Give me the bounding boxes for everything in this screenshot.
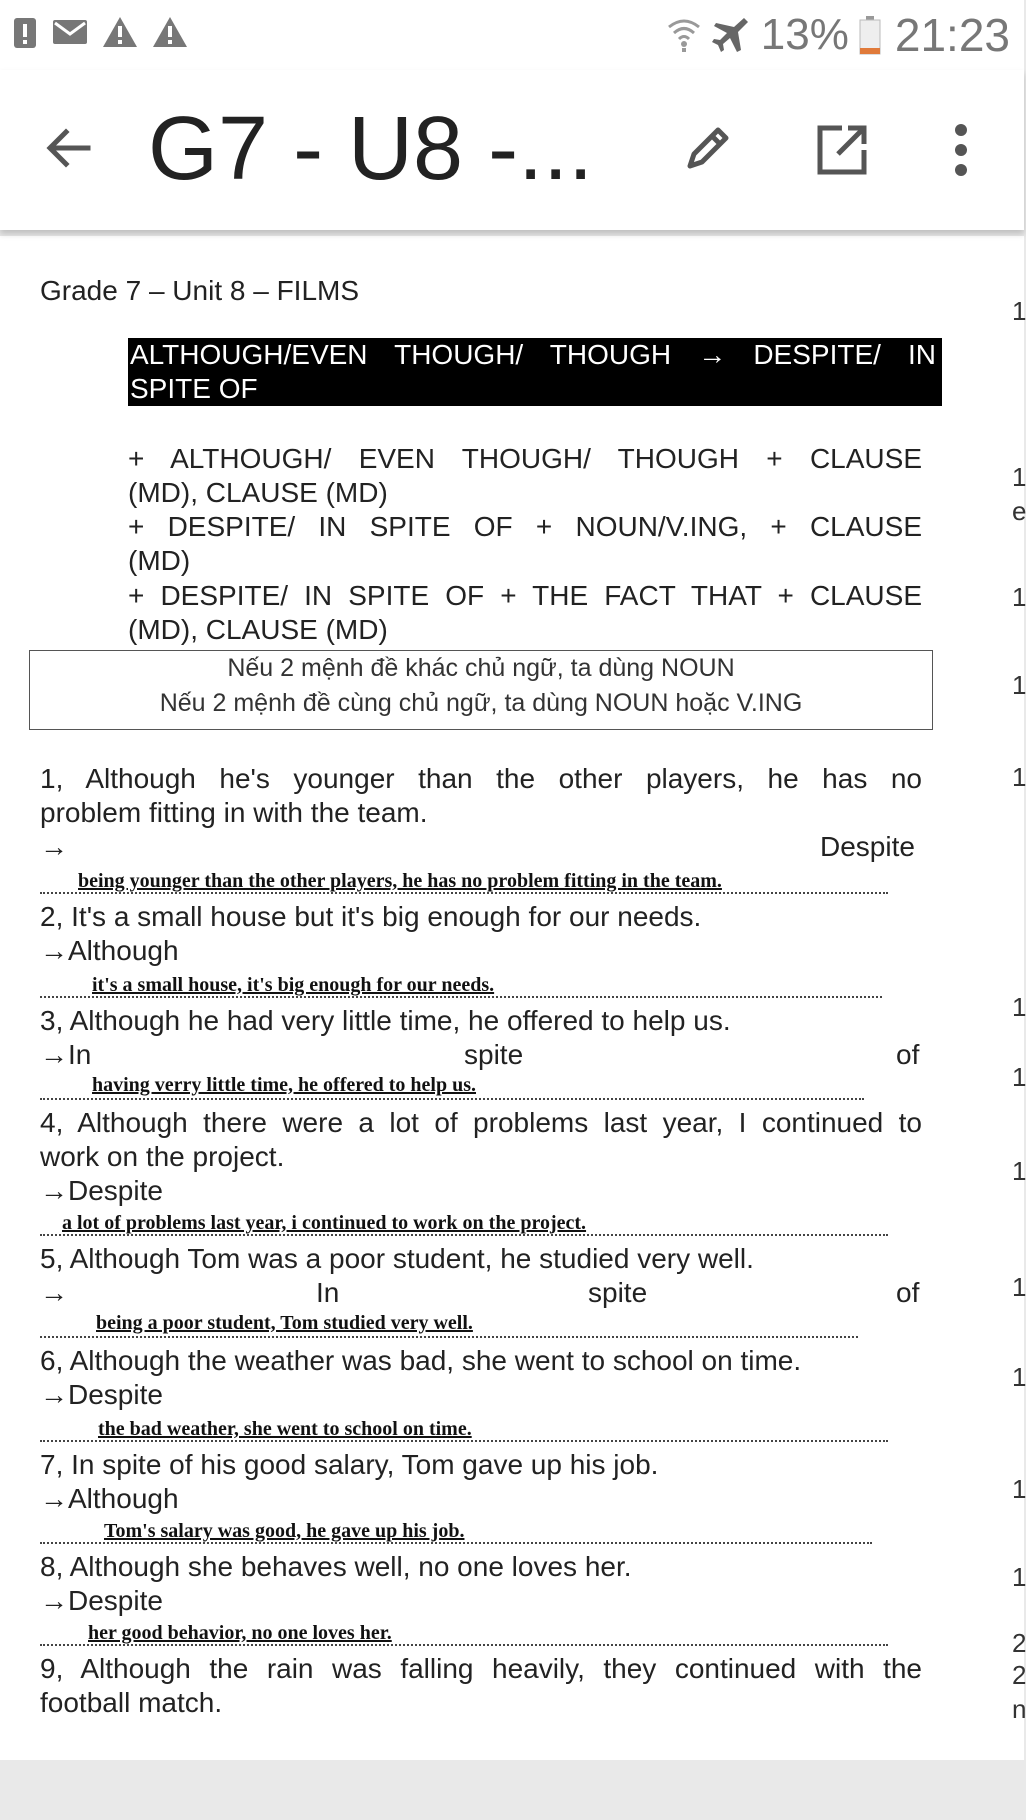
rule-1-line-1: + ALTHOUGH/ EVEN THOUGH/ THOUGH + CLAUSE <box>128 443 922 474</box>
edge-fragment: 1 <box>1012 1562 1026 1592</box>
exercise-8-question: 8, Although she behaves well, no one loves her. <box>40 1551 632 1582</box>
edge-fragment: 1 <box>1012 1362 1026 1392</box>
edge-fragment: 1 <box>1012 1474 1026 1504</box>
exercise-7-answer: Tom's salary was good, he gave up his job. <box>104 1520 465 1542</box>
edge-fragment: 1 <box>1012 1156 1026 1186</box>
alert-icon <box>12 14 38 50</box>
exercise-3-question: 3, Although he had very little time, he offered to help us. <box>40 1005 731 1036</box>
exercise-3-prompt-of: of <box>896 1039 920 1070</box>
viewer-background <box>0 1760 1024 1820</box>
status-bar <box>0 0 1024 70</box>
document-heading: Grade 7 – Unit 8 – FILMS <box>40 275 360 306</box>
mail-icon <box>52 17 88 47</box>
exercise-5-question: 5, Although Tom was a poor student, he studied very well. <box>40 1243 754 1274</box>
exercise-3-prompt-in: →In <box>40 1039 92 1070</box>
exercise-5-answer-line <box>40 1336 858 1338</box>
warning-icon <box>102 16 138 48</box>
exercise-2-question: 2, It's a small house but it's big enough for our needs. <box>40 901 702 932</box>
exercise-8-prompt: →Despite <box>40 1585 163 1616</box>
exercise-1-prompt: Despite <box>820 831 915 862</box>
app-bar <box>0 70 1024 230</box>
edge-fragment: 1 <box>1012 670 1026 700</box>
battery-icon <box>859 15 881 55</box>
rule-2-line-2: (MD) <box>128 545 191 576</box>
exercise-3-prompt-spite: spite <box>464 1039 524 1070</box>
wifi-icon <box>667 17 701 53</box>
highlight-line-2: SPITE OF <box>130 373 258 404</box>
exercise-1-arrow: → <box>40 831 68 862</box>
note-line-1: Nếu 2 mệnh đề khác chủ ngữ, ta dùng NOUN <box>227 654 735 682</box>
airplane-mode-icon <box>711 15 751 55</box>
exercise-2-answer: it's a small house, it's big enough for our needs. <box>92 974 495 996</box>
exercise-2-prompt: →Although <box>40 935 179 966</box>
edge-fragment: 1 <box>1012 296 1026 326</box>
exercise-1-answer: being younger than the other players, he has no problem fitting in the team. <box>78 870 722 892</box>
edit-pencil-icon[interactable] <box>676 120 736 180</box>
exercise-7-question: 7, In spite of his good salary, Tom gave up his job. <box>40 1449 659 1480</box>
exercise-4-question: 4, Although there were a lot of problems last year, I continued to <box>40 1107 922 1138</box>
edge-fragment: 2 <box>1012 1628 1026 1658</box>
edge-fragment: 1 <box>1012 992 1026 1022</box>
edge-fragment: 2 <box>1012 1660 1026 1690</box>
more-options-icon[interactable] <box>946 118 976 182</box>
exercise-8-answer: her good behavior, no one loves her. <box>88 1622 392 1644</box>
open-external-icon[interactable] <box>812 120 872 180</box>
exercise-9-question: 9, Although the rain was falling heavily, they continued with the <box>40 1653 922 1684</box>
edge-fragment: n <box>1012 1694 1026 1724</box>
note-line-2: Nếu 2 mệnh đề cùng chủ ngữ, ta dùng NOUN hoặc V.ING <box>159 689 803 717</box>
edge-fragment: 1 <box>1012 462 1026 492</box>
adjacent-page-edge <box>1004 236 1024 1760</box>
exercise-1-question-cont: problem fitting in with the team. <box>40 797 428 828</box>
rule-1-line-2: (MD), CLAUSE (MD) <box>128 477 388 508</box>
edge-fragment: 1 <box>1012 1272 1026 1302</box>
exercise-6-question: 6, Although the weather was bad, she went to school on time. <box>40 1345 802 1376</box>
exercise-9-question-cont: football match. <box>40 1687 223 1718</box>
exercise-3-answer-line <box>40 1098 864 1100</box>
warning-icon <box>152 16 188 48</box>
exercise-4-answer: a lot of problems last year, i continued to work on the project. <box>62 1212 587 1234</box>
notification-icons <box>12 14 188 50</box>
rule-2-line-1: + DESPITE/ IN SPITE OF + NOUN/V.ING, + CLAUSE <box>128 511 922 542</box>
rule-3-line-1: + DESPITE/ IN SPITE OF + THE FACT THAT + CLAUSE <box>128 580 922 611</box>
rule-3-line-2: (MD), CLAUSE (MD) <box>128 614 388 645</box>
exercise-7-prompt: →Although <box>40 1483 179 1514</box>
exercise-6-answer: the bad weather, she went to school on time. <box>98 1418 472 1440</box>
edge-fragment: 1 <box>1012 582 1026 612</box>
back-arrow-icon[interactable] <box>40 120 96 176</box>
highlight-line-1: ALTHOUGH/EVEN THOUGH/ THOUGH → DESPITE/ IN <box>130 339 936 370</box>
document-page <box>0 236 1024 1760</box>
edge-fragment: 1 <box>1012 762 1026 792</box>
system-status <box>667 8 1010 62</box>
exercise-6-prompt: →Despite <box>40 1379 163 1410</box>
battery-percent: 13% <box>760 10 849 59</box>
exercise-5-answer: being a poor student, Tom studied very well. <box>96 1312 473 1334</box>
exercise-4-question-cont: work on the project. <box>40 1141 285 1172</box>
edge-fragment: 1 <box>1012 1062 1026 1092</box>
clock: 21:23 <box>894 9 1010 61</box>
exercise-3-answer: having verry little time, he offered to help us. <box>92 1074 477 1096</box>
exercise-5-prompt-of: of <box>896 1277 920 1308</box>
edge-fragment: e <box>1012 496 1026 526</box>
grammar-highlight <box>128 338 942 406</box>
exercise-5-prompt-spite: spite <box>588 1277 648 1308</box>
exercise-1-question: 1, Although he's younger than the other players, he has no <box>40 763 922 794</box>
exercise-4-prompt: →Despite <box>40 1175 163 1206</box>
exercise-5-prompt-in: In <box>316 1277 340 1308</box>
note-box <box>29 650 933 730</box>
document-title: G7 - U8 -... <box>148 99 594 199</box>
exercise-5-arrow: → <box>40 1277 68 1308</box>
